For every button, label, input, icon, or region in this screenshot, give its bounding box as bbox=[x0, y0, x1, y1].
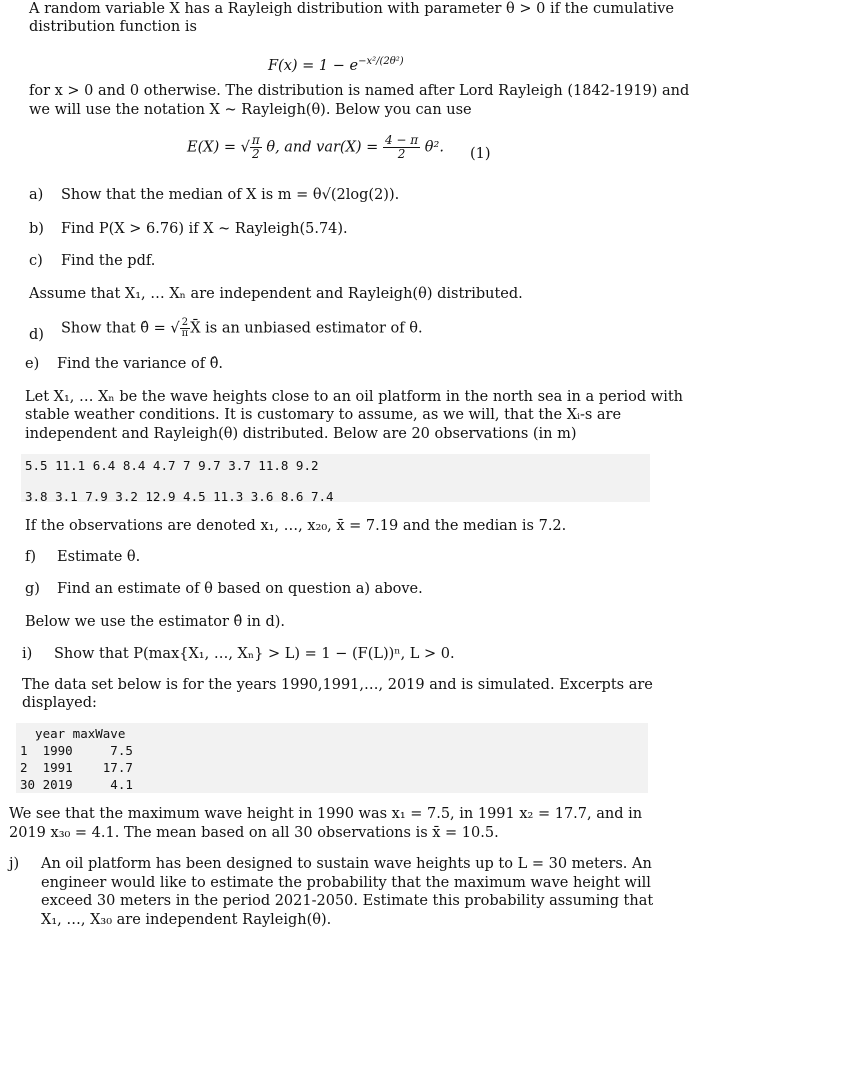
question-j-line-2: engineer would like to estimate the probability that the maximum wave height will bbox=[41, 875, 651, 891]
wave-intro-line-3: independent and Rayleigh(θ) distributed. Below are 20 observations (in m) bbox=[25, 426, 577, 442]
question-f-label: f) bbox=[25, 549, 37, 565]
dataset-table-row: 2 1991 17.7 bbox=[20, 760, 133, 775]
cdf-formula-exponent: −x²/(2θ²) bbox=[358, 56, 404, 67]
dataset-table-box bbox=[16, 723, 648, 793]
question-f-text: Estimate θ. bbox=[57, 549, 141, 565]
question-d-text bbox=[61, 318, 423, 339]
moments-formula bbox=[187, 134, 444, 161]
question-g-label: g) bbox=[25, 581, 40, 597]
var-den: 2 bbox=[397, 147, 406, 161]
equation-number: (1) bbox=[470, 146, 491, 162]
intro-line-1: A random variable X has a Rayleigh distribution with parameter θ > 0 if the cumulative bbox=[29, 1, 675, 17]
assume-text: Assume that X₁, … Xₙ are independent and Rayleigh(θ) distributed. bbox=[29, 286, 523, 302]
var-fraction bbox=[383, 134, 420, 161]
question-j-line-4: X₁, …, X₃₀ are independent Rayleigh(θ). bbox=[41, 912, 332, 928]
observations-row-1: 5.5 11.1 6.4 8.4 4.7 7 9.7 3.7 11.8 9.2 bbox=[25, 458, 319, 473]
question-c-label: c) bbox=[29, 253, 43, 269]
question-d-sqrt: √ bbox=[170, 320, 180, 337]
sqrt-fraction bbox=[250, 134, 262, 161]
question-a-label: a) bbox=[29, 187, 44, 203]
observations-summary: If the observations are denoted x₁, …, x₂₀, x̄ = 7.19 and the median is 7.2. bbox=[25, 518, 567, 534]
question-a-text: Show that the median of X is m = θ√(2log(2)). bbox=[61, 187, 400, 203]
wave-intro-line-1: Let X₁, … Xₙ be the wave heights close to an oil platform in the north sea in a period with bbox=[25, 389, 684, 405]
after-cdf-line-1: for x > 0 and 0 otherwise. The distribution is named after Lord Rayleigh (1842-1919) and bbox=[29, 83, 690, 99]
question-e-label: e) bbox=[25, 356, 40, 372]
after-cdf-line-2: we will use the notation X ~ Rayleigh(θ). Below you can use bbox=[29, 102, 472, 118]
observations-row-2: 3.8 3.1 7.9 3.2 12.9 4.5 11.3 3.6 8.6 7.4 bbox=[25, 489, 334, 504]
question-b-text: Find P(X > 6.76) if X ~ Rayleigh(5.74). bbox=[61, 221, 348, 237]
question-d-fraction bbox=[180, 318, 191, 339]
observations-box bbox=[21, 454, 650, 502]
sqrt-num: π bbox=[251, 133, 260, 147]
question-d-sqrt-num: 2 bbox=[180, 318, 191, 329]
max-summary-line-2: 2019 x₃₀ = 4.1. The mean based on all 30 observations is x̄ = 10.5. bbox=[9, 825, 499, 841]
max-summary-line-1: We see that the maximum wave height in 1990 was x₁ = 7.5, in 1991 x₂ = 17.7, and in bbox=[9, 806, 643, 822]
below-text: Below we use the estimator θ̂ in d). bbox=[25, 614, 286, 630]
question-i-label: i) bbox=[22, 646, 33, 662]
var-num: 4 − π bbox=[384, 133, 419, 147]
question-j-line-3: exceed 30 meters in the period 2021-2050. Estimate this probability assuming that bbox=[41, 893, 654, 909]
question-d-post: X̄ is an unbiased estimator of θ. bbox=[190, 320, 423, 337]
dataset-table-row: 30 2019 4.1 bbox=[20, 777, 133, 792]
dataset-table-header: year maxWave bbox=[20, 726, 126, 741]
cdf-formula bbox=[268, 52, 404, 76]
question-i-text: Show that P(max{X₁, …, Xₙ} > L) = 1 − (F(L))ⁿ, L > 0. bbox=[54, 646, 455, 662]
question-j-label: j) bbox=[9, 856, 20, 872]
sqrt-symbol: √ bbox=[240, 139, 250, 156]
wave-intro-line-2: stable weather conditions. It is customary to assume, as we will, that the Xᵢ-s are bbox=[25, 407, 622, 423]
dataset-intro-line-2: displayed: bbox=[22, 695, 97, 711]
question-g-text: Find an estimate of θ based on question a) above. bbox=[57, 581, 423, 597]
dataset-intro-line-1: The data set below is for the years 1990,1991,…, 2019 and is simulated. Excerpts are bbox=[22, 677, 653, 693]
question-b-label: b) bbox=[29, 221, 44, 237]
question-c-text: Find the pdf. bbox=[61, 253, 156, 269]
question-d-sqrt-den: π bbox=[181, 328, 189, 339]
dataset-table-row: 1 1990 7.5 bbox=[20, 743, 133, 758]
question-d-label: d) bbox=[29, 327, 44, 343]
var-right: θ². bbox=[424, 139, 444, 156]
intro-line-2: distribution function is bbox=[29, 19, 197, 35]
ex-left: E(X) = bbox=[187, 139, 241, 156]
cdf-formula-base: F(x) = 1 − e bbox=[268, 57, 359, 74]
question-j-line-1: An oil platform has been designed to sustain wave heights up to L = 30 meters. An bbox=[41, 856, 652, 872]
question-e-text: Find the variance of θ̂. bbox=[57, 356, 224, 372]
sqrt-den: 2 bbox=[251, 147, 260, 161]
question-d-pre: Show that θ̂ = bbox=[61, 320, 171, 337]
ex-right: θ, and var(X) = bbox=[266, 139, 383, 156]
